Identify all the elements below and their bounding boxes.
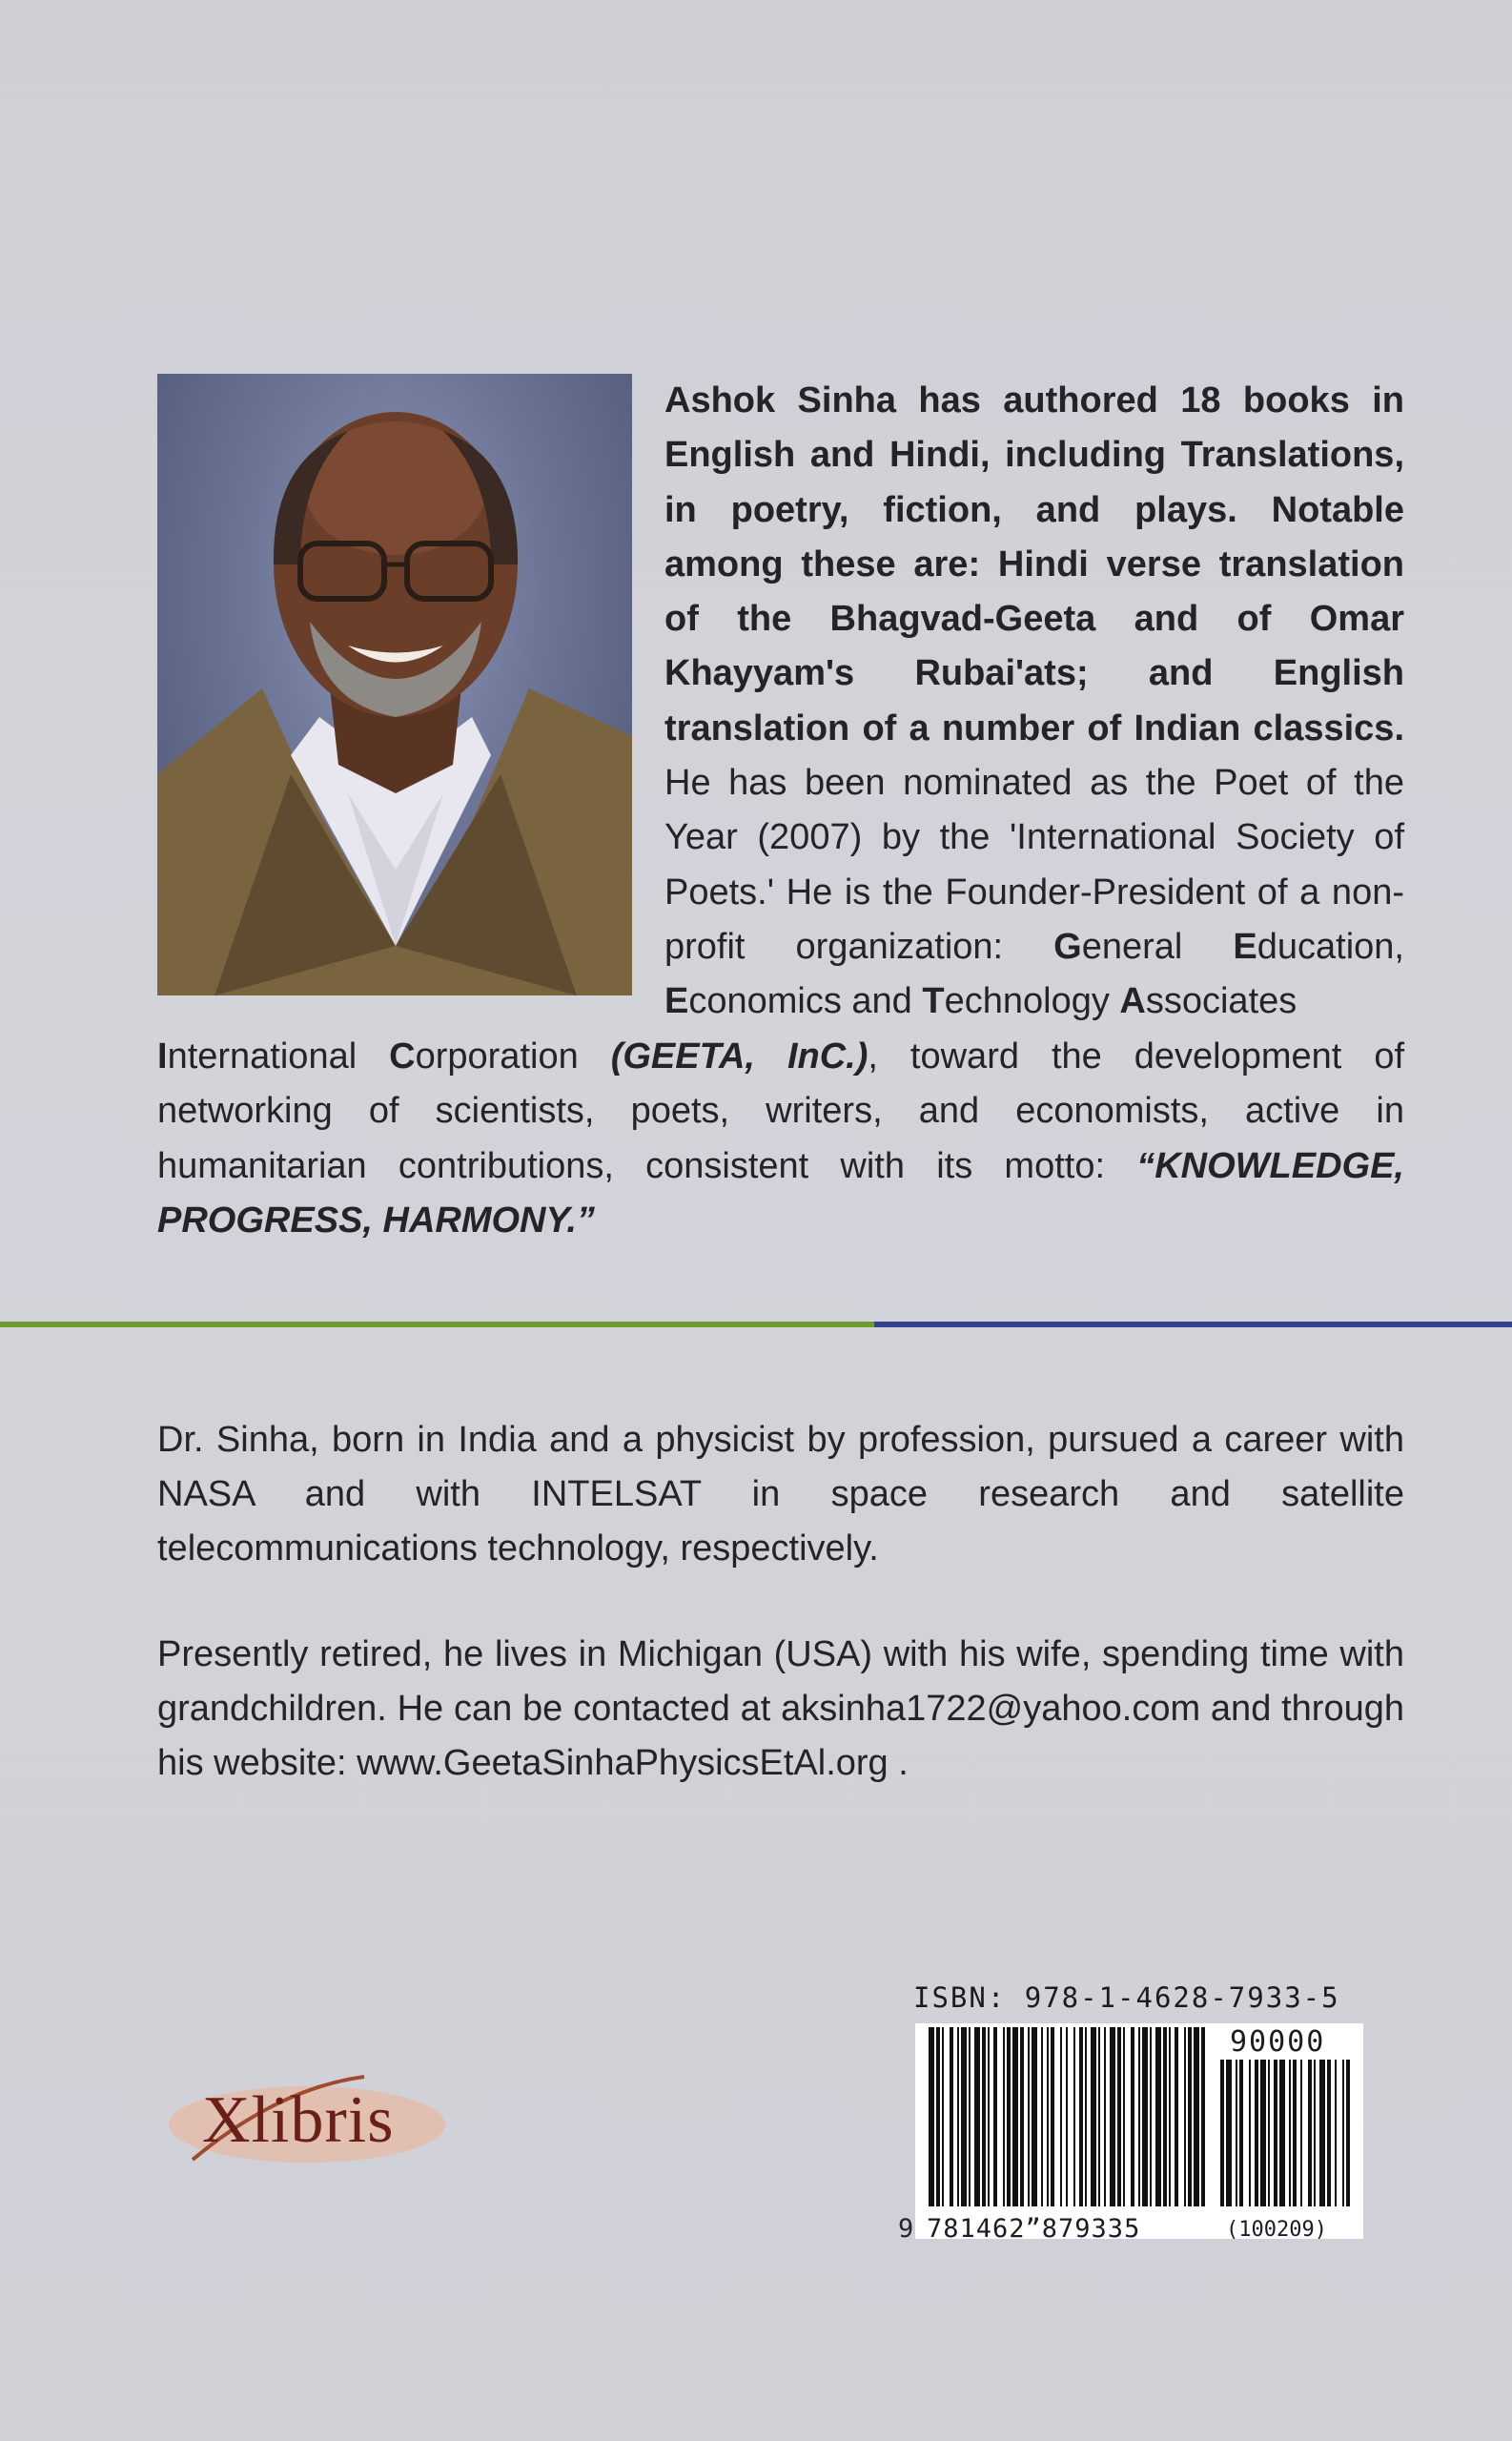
- divider-green-segment: [0, 1322, 874, 1327]
- divider-blue-segment: [874, 1322, 1512, 1327]
- org-word-general: eneral: [1081, 926, 1234, 967]
- career-paragraph: Dr. Sinha, born in India and a physicist by profession, pursued a career with NASA and with INTELSAT in space research and satellite telecommunications technology, respectively.: [157, 1420, 1404, 1569]
- org-word-corporation: orporation: [415, 1036, 611, 1077]
- isbn-number: ISBN: 978-1-4628-7933-5: [913, 1981, 1340, 2014]
- org-initial-t: T: [922, 981, 945, 1022]
- bio-bold-sentence: Ashok Sinha has authored 18 books in English and Hindi, including Translations, in poetry, fiction, and plays. Notable among these are: Hindi verse translation of the Bhagvad-Geeta and of Omar Khayyam's Rubai'ats; and English translation of a number of Indian classics.: [664, 380, 1404, 749]
- org-initial-e2: E: [664, 981, 689, 1022]
- org-abbreviation: (GEETA, InC.): [610, 1036, 868, 1077]
- author-bio-bottom: [157, 1030, 1404, 1248]
- bio-nomination-text: He has been nominated as the Poet of the Year (2007) by the 'International Society of Poets.' He is the Founder-President of a non-profit organization:: [664, 763, 1404, 967]
- org-motto: “KNOWLEDGE, PROGRESS, HARMONY.”: [157, 1145, 1404, 1241]
- barcode-code: (100209): [1226, 2218, 1327, 2242]
- org-word-international: nternational: [167, 1036, 390, 1077]
- org-word-economics: conomics and: [688, 981, 923, 1022]
- org-word-education: ducation,: [1257, 926, 1404, 967]
- bio-mission-text: , toward the development of networking of scientists, poets, writers, and economists, active in humanitarian contributions, consistent with its motto:: [157, 1036, 1405, 1186]
- price-code: 90000: [1230, 2025, 1326, 2059]
- publisher-name: Xlibris: [202, 2083, 395, 2157]
- section-divider: [0, 1322, 1512, 1327]
- org-initial-i: I: [157, 1036, 168, 1077]
- barcode-digits: 781462”879335: [927, 2214, 1141, 2244]
- org-initial-e: E: [1233, 926, 1257, 967]
- barcode-lead-digit: 9: [898, 2214, 914, 2244]
- author-bio-top: [664, 374, 1404, 1030]
- author-portrait-image: [157, 374, 632, 995]
- org-word-technology: echnology: [944, 981, 1120, 1022]
- org-initial-g: G: [1053, 926, 1082, 967]
- author-photo: [157, 374, 632, 995]
- contact-paragraph: Presently retired, he lives in Michigan (USA) with his wife, spending time with grandchildren. He can be contacted at aksinha1722@yahoo.com and through his website: www.GeetaSinhaPhysicsEtAl.org .: [157, 1634, 1404, 1783]
- org-initial-a: A: [1119, 981, 1146, 1022]
- publisher-logo: [164, 2069, 450, 2174]
- org-initial-c: C: [389, 1036, 416, 1077]
- org-word-associates: ssociates: [1145, 981, 1297, 1022]
